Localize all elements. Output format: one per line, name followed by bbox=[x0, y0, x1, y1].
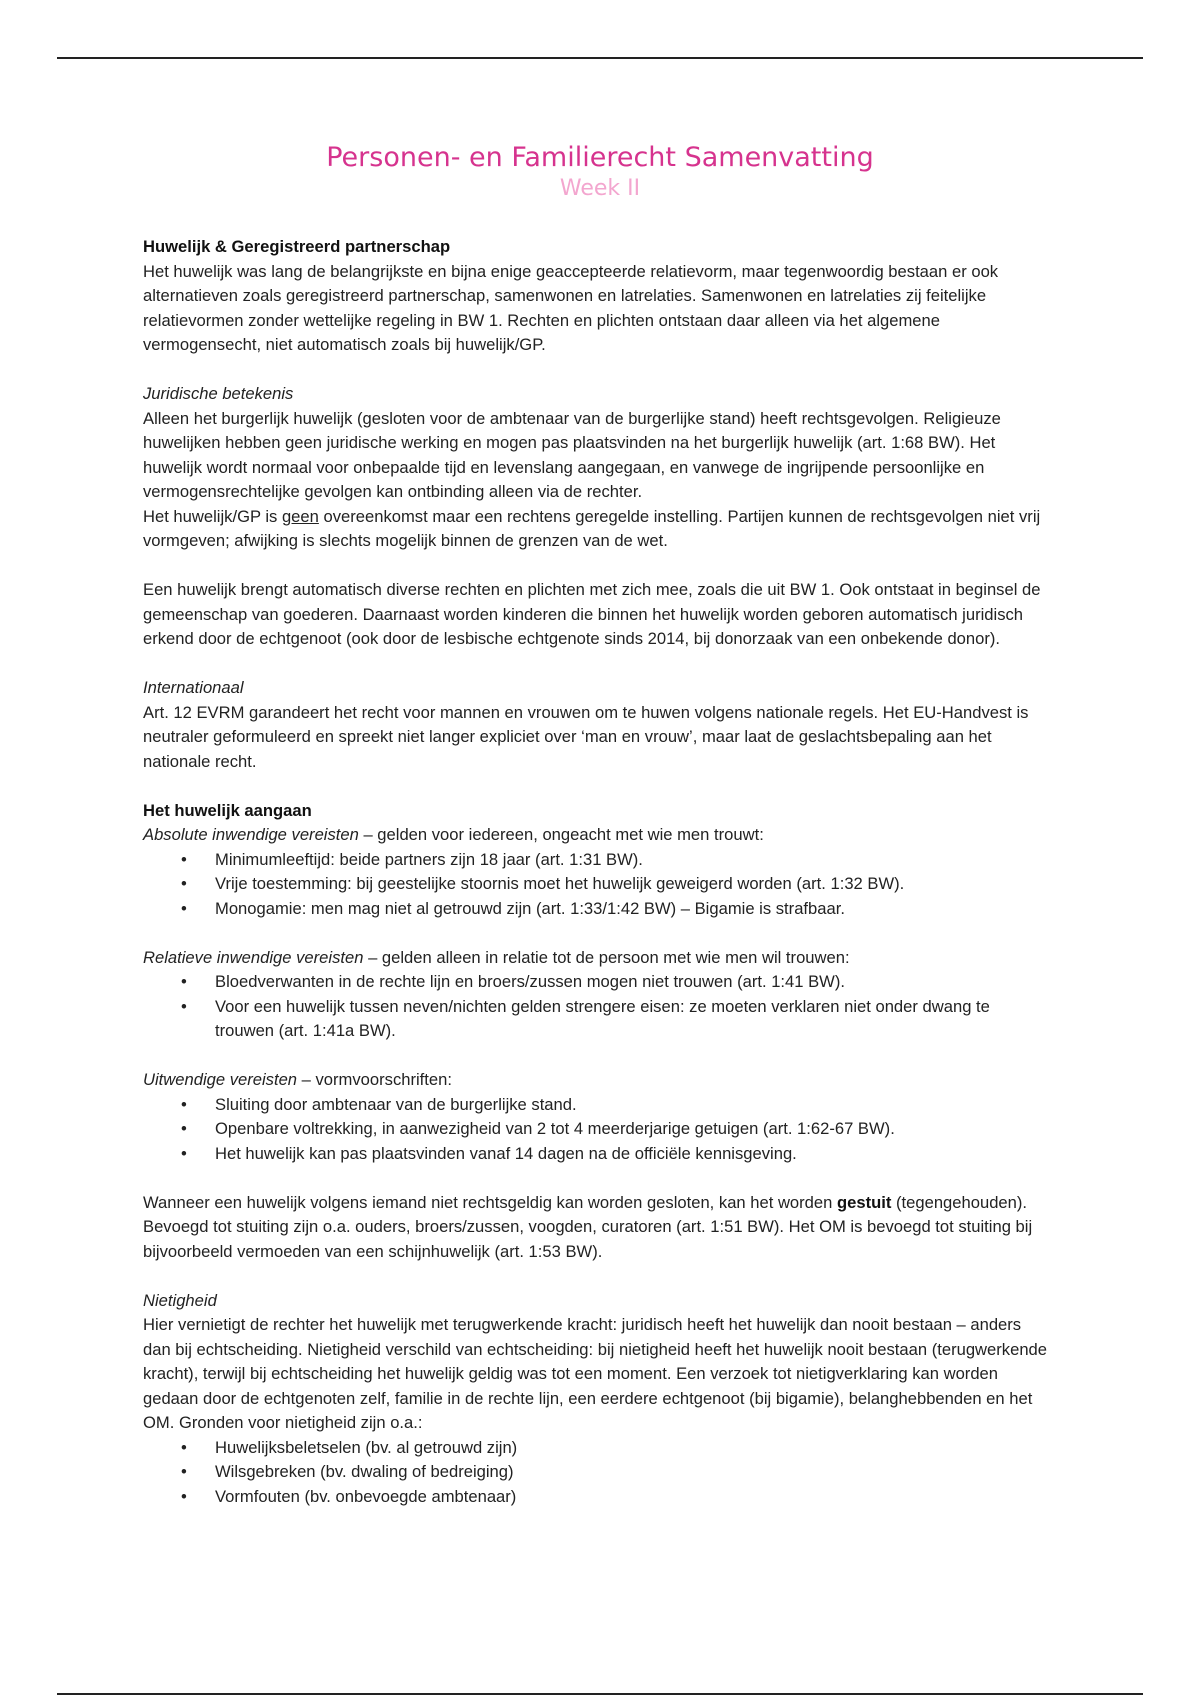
paragraph-stuiting: Wanneer een huwelijk volgens iemand niet rechtsgeldig kan worden gesloten, kan het worden gestuit (tegengehouden). Bevoegd tot stuiting zijn o.a. ouders, broers/zussen, voogden, curatoren (art. 1:51 BW). Het OM is bevoegd tot stuiting bij bijvoorbeeld vermoeden van een schijnhuwelijk (art. 1:53 BW). bbox=[143, 1192, 1033, 1261]
nietigheid-list bbox=[143, 1436, 1053, 1510]
list-item: • Het huwelijk kan pas plaatsvinden vanaf 14 dagen na de officiële kennisgeving. bbox=[143, 1142, 1053, 1167]
list-item: • Vrije toestemming: bij geestelijke stoornis moet het huwelijk geweigerd worden (art. 1:32 BW). bbox=[143, 872, 1053, 897]
list-item: • Bloedverwanten in de rechte lijn en broers/zussen mogen niet trouwen (art. 1:41 BW). bbox=[143, 970, 1053, 995]
top-rule bbox=[57, 57, 1143, 59]
paragraph-juridisch: Alleen het burgerlijk huwelijk (gesloten voor de ambtenaar van de burgerlijke stand) heeft rechtsgevolgen. Religieuze huwelijken hebben geen juridische werking en mogen pas plaatsvinden na het burgerlijk huwelijk (art. 1:68 BW). Het huwelijk wordt normaal voor onbepaalde tijd en levenslang aangegaan, en vanwege de ingrijpende persoonlijke en vermogensrechtelijke gevolgen kan ontbinding alleen via de rechter. bbox=[143, 408, 1001, 501]
section-heading-juridisch: Juridische betekenis bbox=[143, 384, 294, 403]
list-item: • Minimumleeftijd: beide partners zijn 18 jaar (art. 1:31 BW). bbox=[143, 848, 1053, 873]
document-body bbox=[143, 235, 1053, 1509]
list-item: • Wilsgebreken (bv. dwaling of bedreiging) bbox=[143, 1460, 1053, 1485]
underlined-geen: geen bbox=[281, 506, 319, 526]
list-item: • Vormfouten (bv. onbevoegde ambtenaar) bbox=[143, 1485, 1053, 1510]
external-intro: Uitwendige vereisten – vormvoorschriften: bbox=[143, 1070, 452, 1089]
paragraph-juridisch-3: Een huwelijk brengt automatisch diverse rechten en plichten met zich mee, zoals die uit BW 1. Ook ontstaat in beginsel de gemeenschap van goederen. Daarnaast worden kinderen die binnen het huwelijk worden geboren automatisch juridisch erkend door de echtgenoot (ook door de lesbische echtgenote sinds 2014, bij donorzaak van een onbekende donor). bbox=[143, 580, 1041, 648]
section-heading-huwelijk: Huwelijk & Geregistreerd partnerschap bbox=[143, 237, 451, 256]
document-title: Personen- en Familierecht Samenvatting bbox=[326, 142, 874, 173]
list-item: • Monogamie: men mag niet al getrouwd zijn (art. 1:33/1:42 BW) – Bigamie is strafbaar. bbox=[143, 897, 1053, 922]
bold-gestuit: gestuit bbox=[836, 1192, 892, 1212]
external-list bbox=[143, 1093, 1053, 1167]
absolute-intro: Absolute inwendige vereisten – gelden voor iedereen, ongeacht met wie men trouwt: bbox=[143, 825, 764, 844]
paragraph-nietigheid: Hier vernietigt de rechter het huwelijk met terugwerkende kracht: juridisch heeft het huwelijk dan nooit bestaan – anders dan bij echtscheiding. Nietigheid verschild van echtscheiding: bij nietigheid heeft het huwelijk nooit bestaan (terugwerkende kracht), terwijl bij echtscheiding het huwelijk geldig was tot een moment. Een verzoek tot nietigverklaring kan worden gedaan door de echtgenoten zelf, familie in de rechte lijn, een eerdere echtgenoot (bij bigamie), belanghebbenden en het OM. Gronden voor nietigheid zijn o.a.: bbox=[143, 1315, 1048, 1432]
bottom-rule bbox=[57, 1693, 1143, 1695]
document-subtitle: Week II bbox=[559, 176, 641, 201]
list-item: • Voor een huwelijk tussen neven/nichten gelden strengere eisen: ze moeten verklaren niet onder dwang te trouwen (art. 1:41a BW). bbox=[143, 995, 1053, 1044]
section-heading-nietigheid: Nietigheid bbox=[143, 1290, 217, 1310]
section-heading-internationaal: Internationaal bbox=[143, 678, 244, 697]
absolute-list bbox=[143, 848, 1053, 922]
relative-intro: Relatieve inwendige vereisten – gelden alleen in relatie tot de persoon met wie men wil trouwen: bbox=[143, 947, 850, 967]
list-item: • Sluiting door ambtenaar van de burgerlijke stand. bbox=[143, 1093, 1053, 1118]
section-heading-aangaan: Het huwelijk aangaan bbox=[143, 800, 312, 820]
list-item: • Openbare voltrekking, in aanwezigheid van 2 tot 4 meerderjarige getuigen (art. 1:62-67 BW). bbox=[143, 1117, 1053, 1142]
paragraph-huwelijk: Het huwelijk was lang de belangrijkste en bijna enige geaccepteerde relatievorm, maar tegenwoordig bestaan er ook alternatieven zoals geregistreerd partnerschap, samenwonen en latrelaties. Samenwonen en latrelaties zij feitelijke relatievormen zonder wettelijke regeling in BW 1. Rechten en plichten ontstaan daar alleen via het algemene vermogensecht, niet automatisch zoals bij huwelijk/GP. bbox=[143, 261, 999, 354]
relative-list bbox=[143, 970, 1053, 1044]
list-item: • Huwelijksbeletselen (bv. al getrouwd zijn) bbox=[143, 1436, 1053, 1461]
paragraph-juridisch-2: Het huwelijk/GP is geen overeenkomst maar een rechtens geregelde instelling. Partijen kunnen de rechtsgevolgen niet vrij vormgeven; afwijking is slechts mogelijk binnen de grenzen van de wet. bbox=[143, 506, 1041, 550]
paragraph-internationaal: Art. 12 EVRM garandeert het recht voor mannen en vrouwen om te huwen volgens nationale regels. Het EU-Handvest is neutraler geformuleerd en spreekt niet langer expliciet over ‘man en vrouw’, maar laat de geslachtsbepaling aan het nationale recht. bbox=[143, 702, 1029, 771]
